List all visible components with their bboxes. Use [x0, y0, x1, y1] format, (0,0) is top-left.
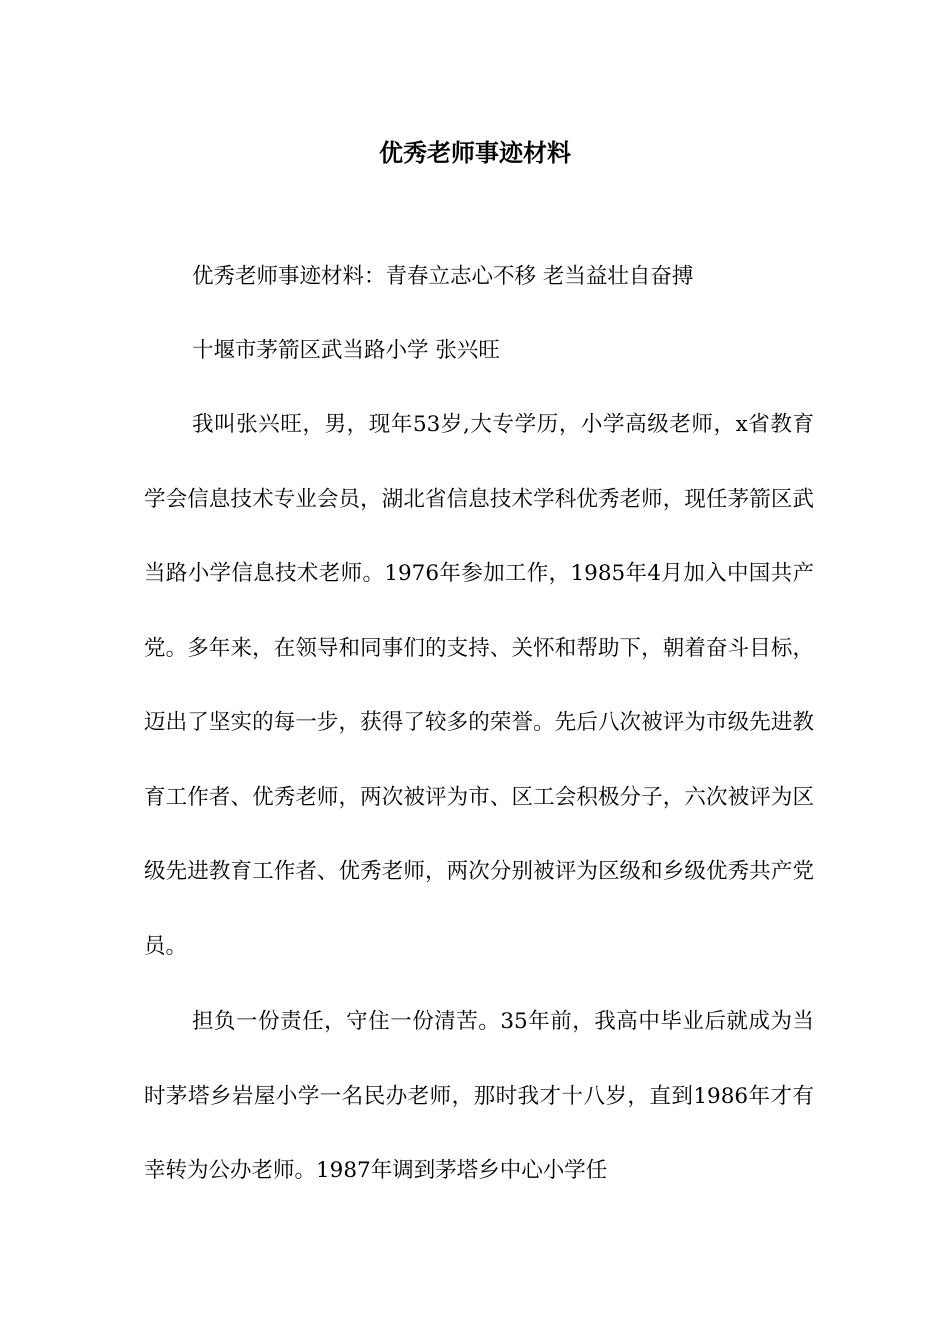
body-paragraph-1: 我叫张兴旺，男，现年53岁,大专学历，小学高级老师，x省教育学会信息技术专业会员，湖北省信息技术学科优秀老师，现任茅箭区武当路小学信息技术老师。1976年参加工作，1985年4月加入中国共产党。多年来，在领导和同事们的支持、关怀和帮助下，朝着奋斗目标，迈出了坚实的每一步，获得了较多的荣誉。先后八次被评为市级先进教育工作者、优秀老师，两次被评为市、区工会积极分子，六次被评为区级先进教育工作者、优秀老师，两次分别被评为区级和乡级优秀共产党员。 — [144, 412, 814, 959]
document-subtitle: 优秀老师事迹材料：青春立志心不移 老当益壮自奋搏 — [192, 264, 694, 289]
body-paragraph-2: 担负一份责任，守住一份清苦。35年前，我高中毕业后就成为当时茅塔乡岩屋小学一名民办老师，那时我才十八岁，直到1986年才有幸转为公办老师。1987年调到茅塔乡中心小学任 — [144, 1009, 814, 1183]
author-line: 十堰市茅箭区武当路小学 张兴旺 — [192, 338, 500, 363]
document-title: 优秀老师事迹材料 — [379, 138, 571, 167]
